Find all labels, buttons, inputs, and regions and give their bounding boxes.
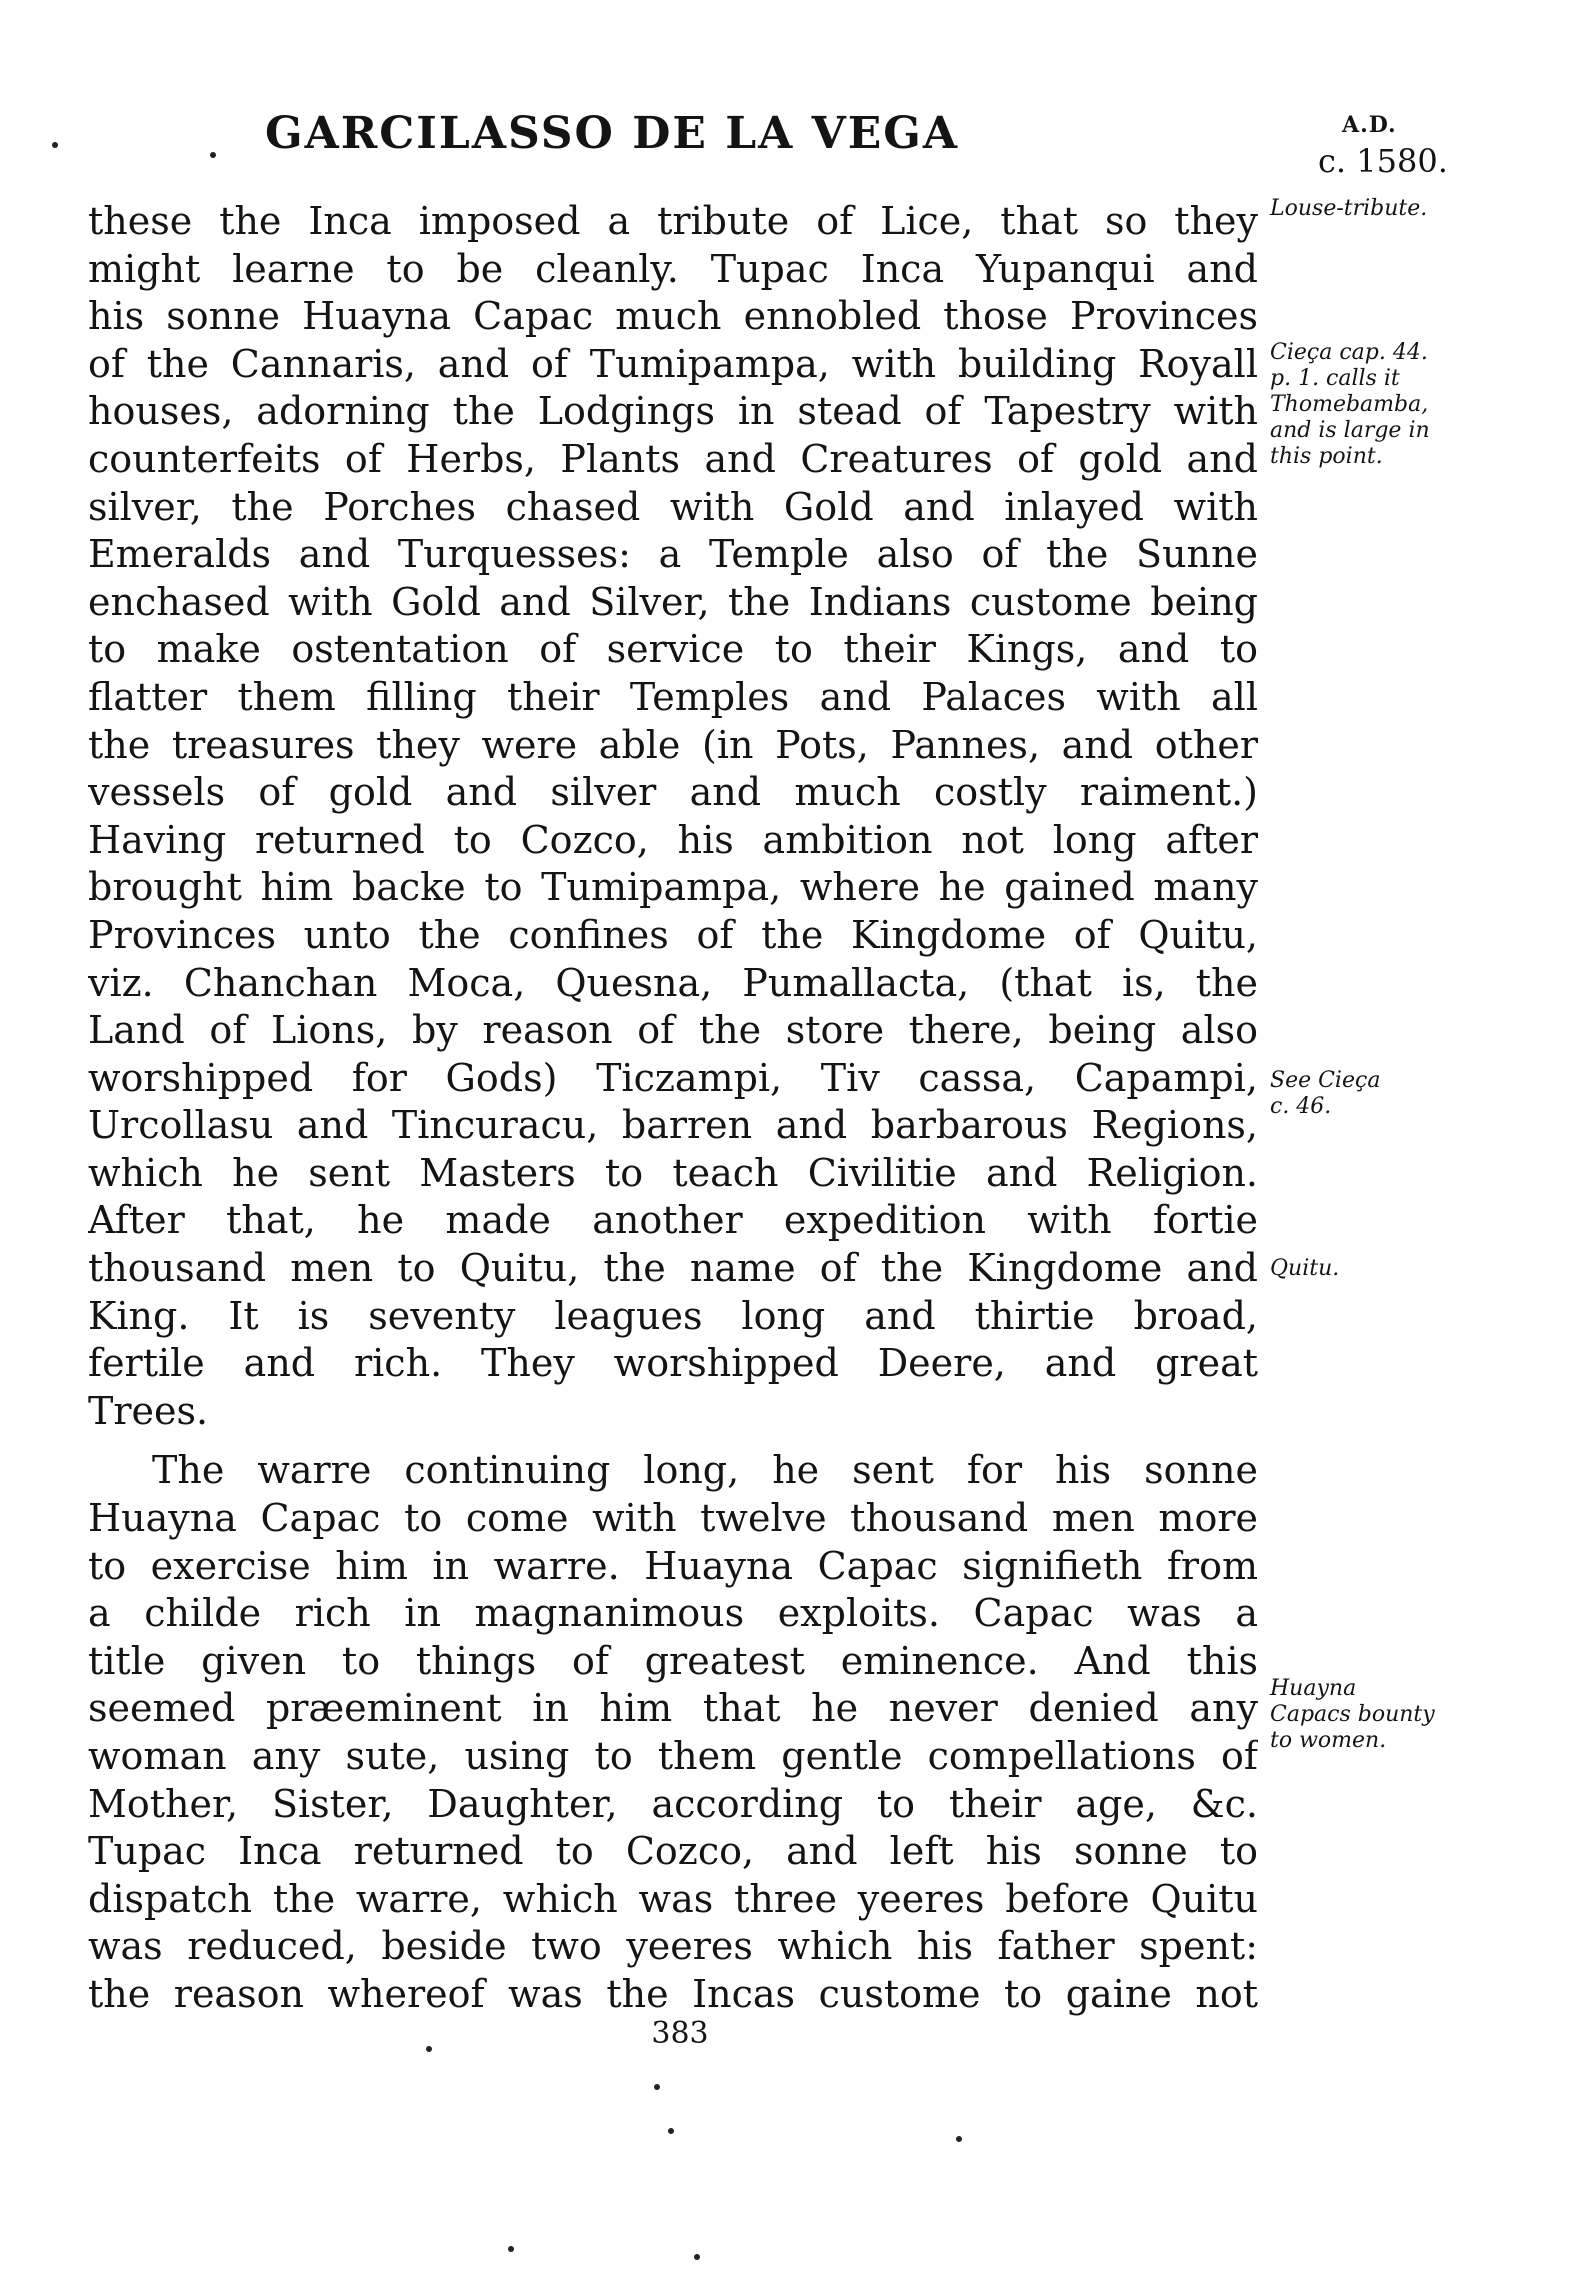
- text-line: King. It is seventy leagues long and thirtie broad,: [88, 1293, 1258, 1338]
- margin-note-line: and is large in: [1270, 418, 1430, 443]
- text-line: After that, he made another expedition with fortie: [88, 1198, 1258, 1243]
- margin-note-line: p. 1. calls it: [1270, 366, 1400, 391]
- text-line: which he sent Masters to teach Civilitie and Religion.: [88, 1150, 1258, 1195]
- text-line: counterfeits of Herbs, Plants and Creatures of gold and: [88, 436, 1258, 481]
- text-line: dispatch the warre, which was three yeeres before Quitu: [88, 1876, 1258, 1921]
- text-line: thousand men to Quitu, the name of the Kingdome and: [88, 1246, 1258, 1291]
- page-number: 383: [651, 2016, 709, 2051]
- margin-note-line: Capacs bounty: [1270, 1702, 1435, 1727]
- text-line: seemed præeminent in him that he never denied any: [88, 1686, 1258, 1731]
- margin-note-louse-tribute: Louse-tribute.: [1270, 196, 1428, 221]
- text-line: the reason whereof was the Incas custome to gaine not: [88, 1971, 1258, 2016]
- text-line: might learne to be cleanly. Tupac Inca Yupanqui and: [88, 246, 1258, 291]
- margin-note-line: to women.: [1270, 1728, 1387, 1753]
- print-speck: [956, 2136, 962, 2142]
- paragraph-gap: [88, 1435, 1258, 1447]
- print-speck: [426, 2046, 432, 2052]
- margin-note-line: c. 46.: [1270, 1094, 1332, 1119]
- margin-note-cieca-46: [1270, 1068, 1500, 1120]
- running-head-title: GARCILASSO DE LA VEGA: [265, 108, 959, 159]
- print-speck: [668, 2128, 674, 2134]
- text-line: Having returned to Cozco, his ambition not long after: [88, 817, 1258, 862]
- date-block: [1318, 112, 1478, 180]
- text-line: Provinces unto the confines of the Kingdome of Quitu,: [88, 912, 1258, 957]
- margin-note-quitu: Quitu.: [1270, 1256, 1340, 1281]
- text-line: was reduced, beside two yeeres which his father spent:: [88, 1924, 1258, 1969]
- date-year: c. 1580.: [1318, 142, 1448, 180]
- text-line: the treasures they were able (in Pots, Pannes, and other: [88, 722, 1258, 767]
- text-line: Land of Lions, by reason of the store there, being also: [88, 1008, 1258, 1053]
- text-line: title given to things of greatest eminence. And this: [88, 1638, 1258, 1683]
- margin-note-huayna: [1270, 1676, 1500, 1754]
- print-speck: [654, 2084, 660, 2090]
- text-line: vessels of gold and silver and much costly raiment.): [88, 770, 1258, 815]
- margin-note-line: Cieça cap. 44.: [1270, 340, 1428, 365]
- text-line: brought him backe to Tumipampa, where he gained many: [88, 865, 1258, 910]
- margin-note-line: See Cieça: [1270, 1068, 1381, 1093]
- text-line: flatter them filling their Temples and Palaces with all: [88, 674, 1258, 719]
- text-line: Emeralds and Turquesses: a Temple also of the Sunne: [88, 532, 1258, 577]
- print-speck: [52, 142, 58, 148]
- text-line: Urcollasu and Tincuracu, barren and barbarous Regions,: [88, 1103, 1258, 1148]
- text-line: Trees.: [88, 1388, 209, 1433]
- margin-note-line: Huayna: [1270, 1676, 1357, 1701]
- print-speck: [210, 152, 216, 158]
- text-line: enchased with Gold and Silver, the Indians custome being: [88, 579, 1258, 624]
- text-line: viz. Chanchan Moca, Quesna, Pumallacta, (that is, the: [88, 960, 1258, 1005]
- text-line: a childe rich in magnanimous exploits. Capac was a: [88, 1591, 1258, 1636]
- text-line: to make ostentation of service to their Kings, and to: [88, 627, 1258, 672]
- margin-note-line: Thomebamba,: [1270, 392, 1429, 417]
- body-text: [88, 198, 1258, 2019]
- date-ad: A.D.: [1342, 112, 1397, 138]
- text-line: silver, the Porches chased with Gold and inlayed with: [88, 484, 1258, 529]
- text-line: his sonne Huayna Capac much ennobled those Provinces: [88, 294, 1258, 339]
- text-line: worshipped for Gods) Ticzampi, Tiv cassa, Capampi,: [88, 1055, 1258, 1100]
- margin-note-cieca-44: [1270, 340, 1500, 470]
- print-speck: [694, 2254, 700, 2260]
- text-line: The warre continuing long, he sent for his sonne: [152, 1448, 1258, 1493]
- text-line: Mother, Sister, Daughter, according to their age, &c.: [88, 1781, 1258, 1826]
- text-line: woman any sute, using to them gentle compellations of: [88, 1734, 1258, 1778]
- text-line: of the Cannaris, and of Tumipampa, with building Royall: [88, 341, 1258, 386]
- text-line: fertile and rich. They worshipped Deere, and great: [88, 1341, 1258, 1386]
- text-line: to exercise him in warre. Huayna Capac signifieth from: [88, 1543, 1258, 1588]
- text-line: houses, adorning the Lodgings in stead of Tapestry with: [88, 389, 1258, 434]
- text-line: Tupac Inca returned to Cozco, and left his sonne to: [88, 1829, 1258, 1874]
- text-line: Huayna Capac to come with twelve thousand men more: [88, 1496, 1258, 1541]
- text-line: these the Inca imposed a tribute of Lice, that so they: [88, 199, 1258, 243]
- margin-note-line: this point.: [1270, 444, 1383, 469]
- print-speck: [508, 2246, 514, 2252]
